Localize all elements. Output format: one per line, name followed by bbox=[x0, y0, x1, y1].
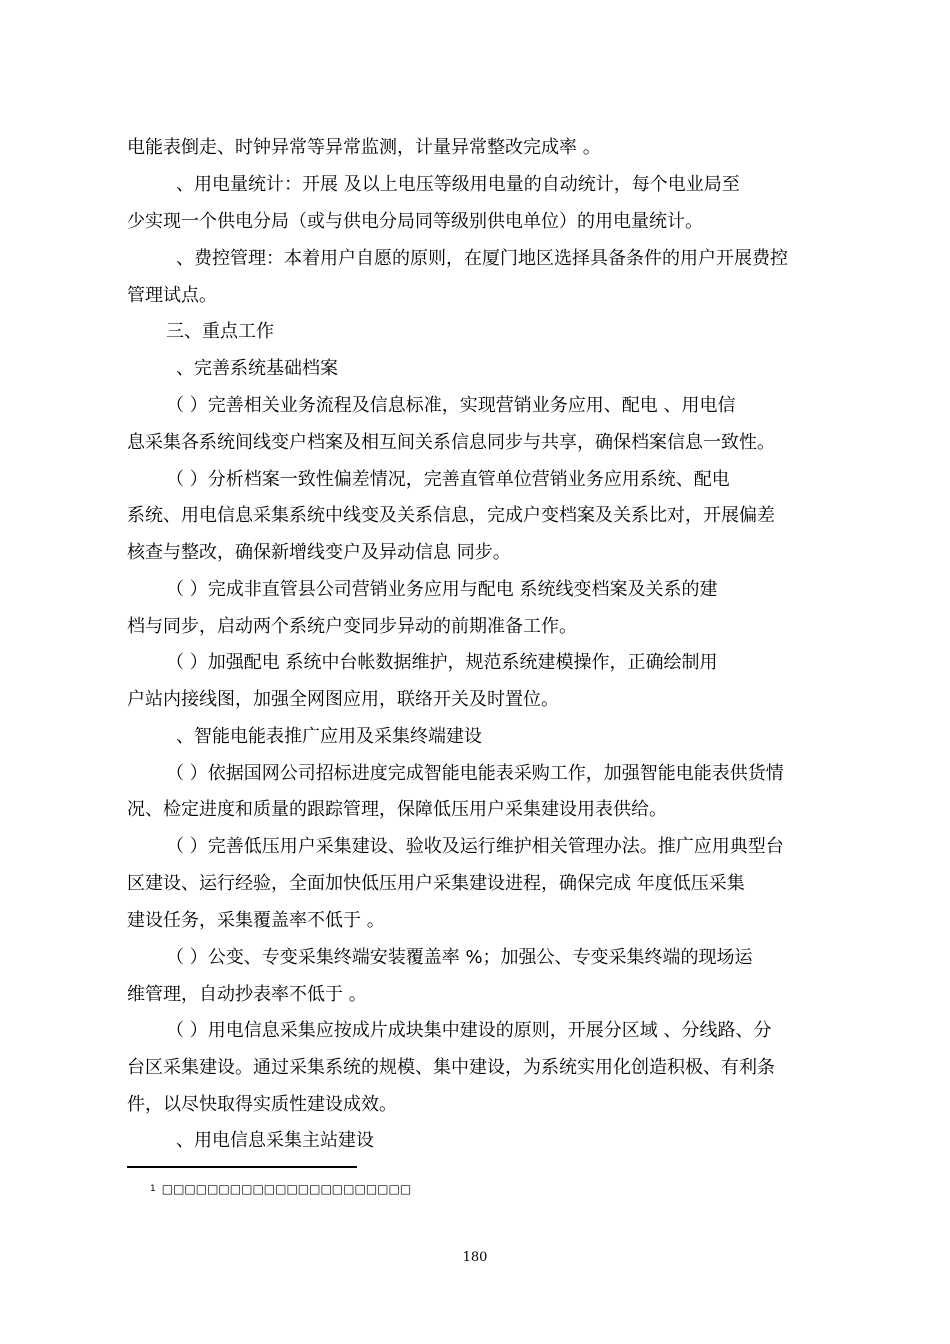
body-line: （ ）公变、专变采集终端安装覆盖率 %；加强公、专变采集终端的现场运 bbox=[166, 947, 753, 968]
body-line: 台区采集建设。通过采集系统的规模、集中建设，为系统实用化创造积极、有利条 bbox=[127, 1057, 775, 1078]
body-line: （ ）加强配电 系统中台帐数据维护，规范系统建模操作，正确绘制用 bbox=[166, 652, 718, 673]
body-line: 建设任务，采集覆盖率不低于 。 bbox=[127, 910, 385, 931]
body-line: 、用电量统计：开展 及以上电压等级用电量的自动统计，每个电业局至 bbox=[176, 174, 740, 195]
body-line: （ ）用电信息采集应按成片成块集中建设的原则，开展分区域 、分线路、分 bbox=[166, 1020, 772, 1041]
footnote-separator bbox=[127, 1166, 357, 1168]
body-line: （ ）完善相关业务流程及信息标准，实现营销业务应用、配电 、用电信 bbox=[166, 395, 736, 416]
body-line: 电能表倒走、时钟异常等异常监测，计量异常整改完成率 。 bbox=[127, 137, 601, 158]
body-line: 档与同步，启动两个系统户变同步异动的前期准备工作。 bbox=[127, 616, 577, 637]
body-line: （ ）完善低压用户采集建设、验收及运行维护相关管理办法。推广应用典型台 bbox=[166, 836, 784, 857]
body-line: 户站内接线图，加强全网图应用，联络开关及时置位。 bbox=[127, 689, 559, 710]
subsection-heading: 、完善系统基础档案 bbox=[176, 358, 338, 379]
body-line: （ ）依据国网公司招标进度完成智能电能表采购工作，加强智能电能表供货情 bbox=[166, 763, 784, 784]
body-line: 、费控管理：本着用户自愿的原则，在厦门地区选择具备条件的用户开展费控 bbox=[176, 248, 788, 269]
body-line: （ ）分析档案一致性偏差情况，完善直管单位营销业务应用系统、配电 bbox=[166, 469, 730, 490]
page-number: 180 bbox=[462, 1250, 488, 1265]
footnote-text: □□□□□□□□□□□□□□□□□□□□□□ bbox=[161, 1182, 412, 1196]
body-line: 核查与整改，确保新增线变户及异动信息 同步。 bbox=[127, 542, 511, 563]
body-line: 管理试点。 bbox=[127, 285, 217, 306]
footnote bbox=[150, 1181, 411, 1197]
body-line: 况、检定进度和质量的跟踪管理，保障低压用户采集建设用表供给。 bbox=[127, 799, 667, 820]
subsection-heading: 、智能电能表推广应用及采集终端建设 bbox=[176, 726, 482, 747]
body-line: （ ）完成非直管县公司营销业务应用与配电 系统线变档案及关系的建 bbox=[166, 579, 718, 600]
subsection-heading: 、用电信息采集主站建设 bbox=[176, 1130, 374, 1151]
body-line: 少实现一个供电分局（或与供电分局同等级别供电单位）的用电量统计。 bbox=[127, 211, 703, 232]
section-heading: 三、重点工作 bbox=[166, 321, 274, 342]
body-line: 维管理，自动抄表率不低于 。 bbox=[127, 984, 367, 1005]
body-line: 件，以尽快取得实质性建设成效。 bbox=[127, 1094, 397, 1115]
footnote-mark: 1 bbox=[150, 1184, 156, 1194]
body-line: 息采集各系统间线变户档案及相互间关系信息同步与共享，确保档案信息一致性。 bbox=[127, 432, 775, 453]
body-line: 区建设、运行经验，全面加快低压用户采集建设进程，确保完成 年度低压采集 bbox=[127, 873, 745, 894]
body-line: 系统、用电信息采集系统中线变及关系信息，完成户变档案及关系比对，开展偏差 bbox=[127, 505, 775, 526]
